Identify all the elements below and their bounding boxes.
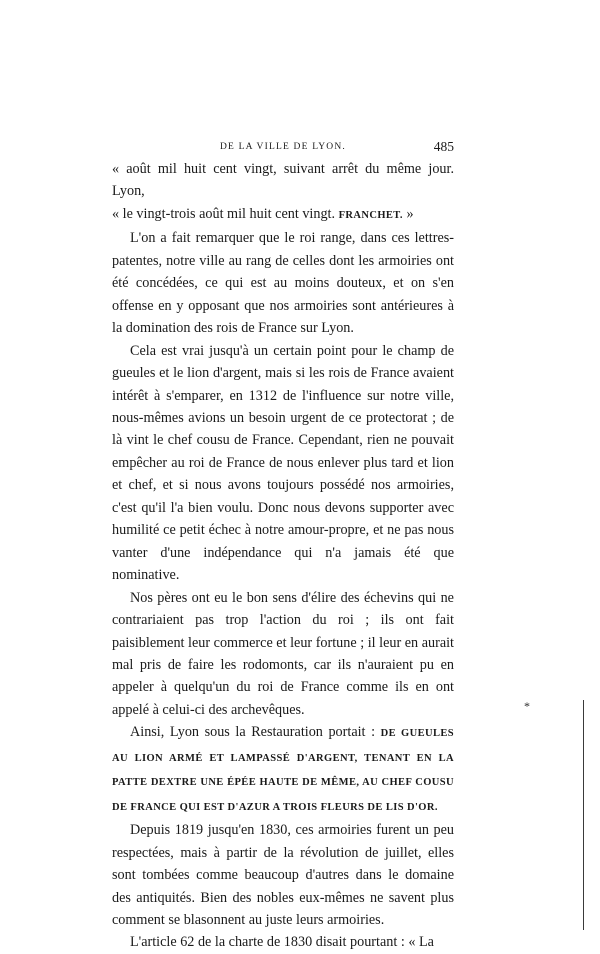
body-text bbox=[112, 158, 454, 954]
margin-rule bbox=[583, 700, 584, 930]
paragraph-6: L'article 62 de la charte de 1830 disait pourtant : « La bbox=[130, 934, 434, 951]
page-number: 485 bbox=[433, 139, 454, 154]
paragraph-1: L'on a fait remarquer que le roi range, dans ces lettres-patentes, notre ville au rang de celles dont les armoiries ont été concédées, ce qui est au moins douteux, et on s'en offense en y opposant que nos armoiries sont antérieures à la domination des rois de France sur Lyon. bbox=[112, 230, 454, 337]
paragraph-5: Depuis 1819 jusqu'en 1830, ces armoiries furent un peu respectées, mais à partir de la révolution de juillet, elles sont tombées comme beaucoup d'autres dans le domaine des antiquités. Bien des nobles eux-mêmes ne savent plus comment se blasonnent au juste leurs armoiries. bbox=[112, 822, 454, 928]
quote-close: » bbox=[406, 205, 414, 222]
margin-mark: * bbox=[524, 699, 530, 713]
signature: FRANCHET. bbox=[338, 209, 403, 221]
quote-line-2-text: « le vingt-trois août mil huit cent vingt. bbox=[112, 205, 336, 222]
paragraph-3: Nos pères ont eu le bon sens d'élire des échevins qui ne contrariaient pas trop l'action du roi ; ils ont fait paisiblement leur commerce et leur fortune ; il leur en aurait mal pris de faire les rodomonts, car ils n'auraient pu en appeler à quelqu'un du roi de France comme ils en ont appelé à celui-ci des archevêques. bbox=[112, 589, 454, 718]
paragraph-4 bbox=[112, 721, 454, 819]
quote-paragraph bbox=[112, 158, 454, 227]
blazon: DE GUEULES AU LION ARMÉ ET LAMPASSÉ D'ARGENT, TENANT EN LA PATTE DEXTRE UNE ÉPÉE HAUTE DE MÊME, AU CHEF COUSU DE FRANCE QUI EST D'AZUR A TROIS FLEURS DE LIS D'OR. bbox=[112, 728, 455, 813]
quote-line-1: « août mil huit cent vingt, suivant arrêt du même jour. Lyon, bbox=[112, 161, 454, 200]
running-head bbox=[112, 140, 454, 156]
paragraph-2: Cela est vrai jusqu'à un certain point pour le champ de gueules et le lion d'argent, mais si les rois de France avaient intérêt à s'emparer, en 1312 de l'influence sur notre ville, nous-mêmes avions un besoin urgent de ce protectorat ; de là vint le chef cousu de France. Cependant, rien ne pouvait empêcher au roi de France de nous enlever plus tard et lion et chef, et si nous avons toujours possédé nos armoiries, c'est qu'il l'a bien voulu. Donc nous devons supporter avec humilité ce petit échec à notre amour-propre, et ne pas nous vanter d'une indépendance qui n'a jamais été que nominative. bbox=[112, 342, 454, 584]
quote-line-2 bbox=[112, 203, 454, 227]
running-title: DE LA VILLE DE LYON. bbox=[219, 142, 347, 152]
paragraph-4-text: Ainsi, Lyon sous la Restauration portait : bbox=[130, 724, 376, 741]
